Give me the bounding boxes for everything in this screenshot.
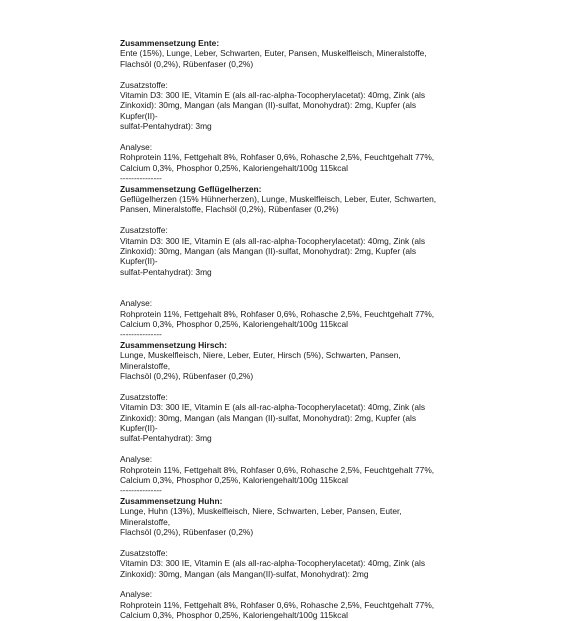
analysis-line: Rohprotein 11%, Fettgehalt 8%, Rohfaser 0,6%, Rohasche 2,5%, Feuchtgehalt 77%,: [120, 308, 435, 319]
additives-label: Zusatzstoffe:: [120, 79, 168, 90]
section-title-huhn: Zusammensetzung Huhn:: [120, 495, 223, 506]
analysis-line: Calcium 0,3%, Phosphor 0,25%, Kaloriengehalt/100g 115kcal: [120, 318, 348, 329]
composition-line: Flachsöl (0,2%), Rübenfaser (0,2%): [120, 58, 254, 69]
composition-line: Ente (15%), Lunge, Leber, Schwarten, Euter, Pansen, Muskelfleisch, Mineralstoffe,: [120, 48, 427, 59]
analysis-label: Analyse:: [120, 454, 153, 465]
additives-line: Vitamin D3: 300 IE, Vitamin E (als all-rac-alpha-Tocopherylacetat): 40mg, Zink (als: [120, 90, 426, 101]
additives-line: Zinkoxid): 30mg, Mangan (als Mangan (II)-sulfat, Monohydrat): 2mg, Kupfer (als Kupfer(II)-: [120, 100, 417, 121]
analysis-line: Calcium 0,3%, Phosphor 0,25%, Kaloriengehalt/100g 115kcal: [120, 162, 348, 173]
composition-line: Flachsöl (0,2%), Rübenfaser (0,2%): [120, 527, 254, 537]
additives-line: Zinkoxid): 30mg, Mangan (als Mangan (II)-sulfat, Monohydrat): 2mg, Kupfer (als Kupfer(II)-: [120, 246, 417, 267]
analysis-label: Analyse:: [120, 298, 153, 309]
composition-line: Lunge, Muskelfleisch, Niere, Leber, Euter, Hirsch (5%), Schwarten, Pansen, Mineralstoffe,: [120, 350, 401, 371]
additives-line: sulfat-Pentahydrat): 3mg: [120, 121, 212, 132]
additives-line: sulfat-Pentahydrat): 3mg: [120, 433, 212, 444]
composition-line: Lunge, Huhn (13%), Muskelfleisch, Niere, Schwarten, Leber, Pansen, Euter, Mineralstoffe,: [120, 506, 402, 527]
additives-line: Vitamin D3: 300 IE, Vitamin E (als all-rac-alpha-Tocopherylacetat): 40mg, Zink (als: [120, 235, 426, 246]
section-title-gefluegelherzen: Zusammensetzung Geflügelherzen:: [120, 183, 262, 194]
additives-line: Zinkoxid): 30mg, Mangan (als Mangan (II)-sulfat, Monohydrat): 2mg, Kupfer (als Kupfer(II)-: [120, 412, 417, 433]
separator: ---------------: [120, 485, 162, 496]
separator: ---------------: [120, 329, 162, 340]
analysis-line: Rohprotein 11%, Fettgehalt 8%, Rohfaser 0,6%, Rohasche 2,5%, Feuchtgehalt 77%,: [120, 464, 435, 475]
additives-line: Vitamin D3: 300 IE, Vitamin E (als all-rac-alpha-Tocopherylacetat): 40mg, Zink (als: [120, 402, 426, 413]
analysis-label: Analyse:: [120, 142, 153, 153]
additives-label: Zusatzstoffe:: [120, 391, 168, 402]
additives-label: Zusatzstoffe:: [120, 225, 168, 236]
analysis-label: Analyse:: [120, 589, 153, 600]
additives-line: sulfat-Pentahydrat): 3mg: [120, 266, 212, 277]
section-title-hirsch: Zusammensetzung Hirsch:: [120, 339, 228, 350]
additives-line: Vitamin D3: 300 IE, Vitamin E (als all-rac-alpha-Tocopherylacetat): 40mg, Zink (als: [120, 558, 426, 569]
analysis-line: Rohprotein 11%, Fettgehalt 8%, Rohfaser 0,6%, Rohasche 2,5%, Feuchtgehalt 77%,: [120, 599, 435, 610]
composition-line: Flachsöl (0,2%), Rübenfaser (0,2%): [120, 370, 254, 381]
analysis-line: Calcium 0,3%, Phosphor 0,25%, Kaloriengehalt/100g 115kcal: [120, 610, 348, 621]
additives-label: Zusatzstoffe:: [120, 547, 168, 558]
additives-line: Zinkoxid): 30mg, Mangan (als Mangan(II)-sulfat, Monohydrat): 2mg: [120, 568, 369, 579]
analysis-line: Rohprotein 11%, Fettgehalt 8%, Rohfaser 0,6%, Rohasche 2,5%, Feuchtgehalt 77%,: [120, 152, 435, 163]
composition-line: Geflügelherzen (15% Hühnerherzen), Lunge, Muskelfleisch, Leber, Euter, Schwarten,: [120, 194, 437, 205]
separator: ---------------: [120, 173, 162, 184]
section-title-ente: Zusammensetzung Ente:: [120, 38, 220, 48]
analysis-line: Calcium 0,3%, Phosphor 0,25%, Kaloriengehalt/100g 115kcal: [120, 474, 348, 485]
product-description: [120, 38, 450, 621]
composition-line: Pansen, Mineralstoffe, Flachsöl (0,2%), Rübenfaser (0,2%): [120, 204, 339, 215]
